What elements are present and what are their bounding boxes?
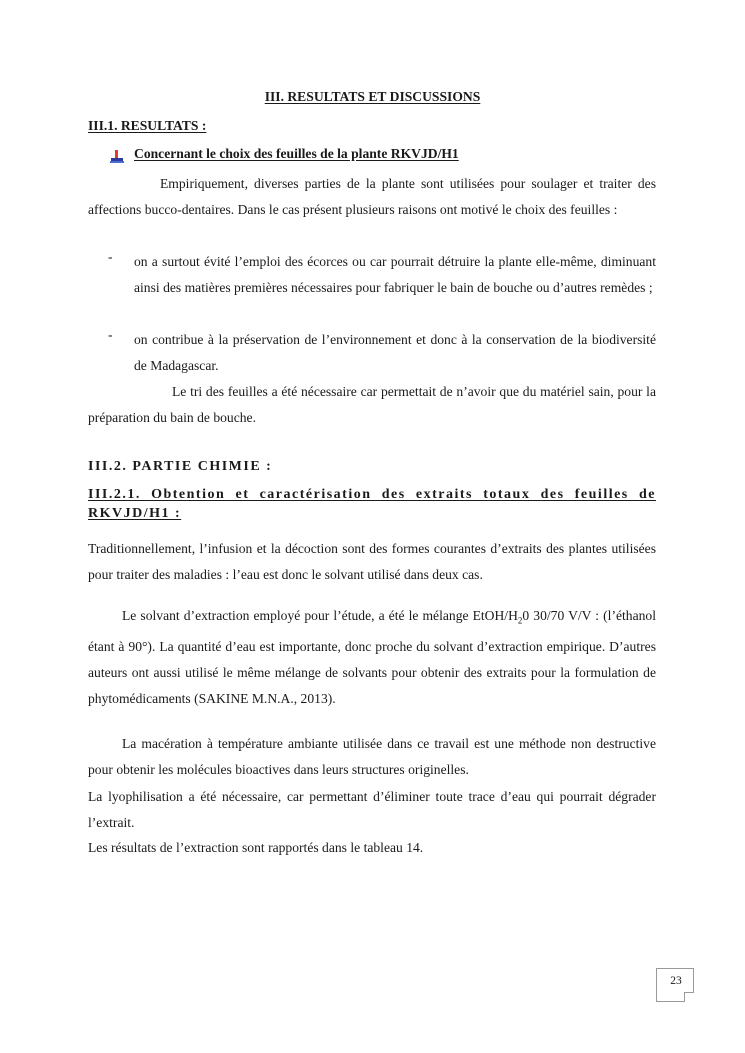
section-title-text: III. RESULTATS ET DISCUSSIONS — [264, 89, 481, 104]
page-number-box — [656, 968, 694, 1002]
chemistry-subheading: III.2.1. Obtention et caractérisation des extraits totaux des feuilles de RKVJD/H1 : — [88, 487, 656, 521]
leaf-choice-bullet-2: on contribue à la préservation de l’environnement et donc à la conservation de la biodiversité de Madagascar. — [134, 332, 656, 373]
leaf-choice-heading: Concernant le choix des feuilles de la plante RKVJD/H1 — [134, 146, 459, 161]
bullet-dash: - — [108, 327, 113, 342]
page-number: 23 — [670, 975, 682, 987]
chemistry-paragraph-3: La macération à température ambiante utilisée dans ce travail est une méthode non destructive pour obtenir les molécules bioactives dans leurs structures originelles. — [88, 736, 656, 777]
bullet-arrow-icon — [110, 149, 124, 163]
leaf-sorting-paragraph: Le tri des feuilles a été nécessaire car permettait de n’avoir que du matériel sain, pour la préparation du bain de bouche. — [88, 384, 656, 425]
bullet-dash: - — [108, 249, 113, 264]
chemistry-paragraph-4: La lyophilisation a été nécessaire, car permettant d’éliminer toute trace d’eau qui pourrait dégrader l’extrait. — [88, 789, 656, 830]
chemistry-paragraph-1: Traditionnellement, l’infusion et la décoction sont des formes courantes d’extraits des plantes utilisées pour traiter des maladies : l’eau est donc le solvant utilisé dans deux cas. — [88, 541, 656, 582]
chemistry-paragraph-5: Les résultats de l’extraction sont rapportés dans le tableau 14. — [88, 840, 424, 855]
section-title — [0, 89, 745, 105]
chemistry-heading: III.2. PARTIE CHIMIE : — [88, 459, 273, 474]
results-heading: III.1. RESULTATS : — [88, 118, 207, 133]
leaf-choice-bullet-1: on a surtout évité l’emploi des écorces ou car pourrait détruire la plante elle-même, diminuant ainsi des matières premières nécessaires pour fabriquer le bain de bouche ou d’autres remèdes ; — [134, 254, 656, 295]
chemistry-paragraph-2: Le solvant d’extraction employé pour l’étude, a été le mélange EtOH/$H_20$ 30/70 V/V : (l’éthanol étant à 90°). La quantité d’eau est importante, donc proche du solvant d’extraction empirique. D’autres auteurs ont aussi utilisé le même mélange de solvants pour obtenir des extraits pour la formulation de phytomédicaments (SAKINE M.N.A., 2013). — [88, 608, 656, 706]
leaf-choice-intro: Empiriquement, diverses parties de la plante sont utilisées pour soulager et traiter des affections bucco-dentaires. Dans le cas présent plusieurs raisons ont motivé le choix des feuilles : — [88, 176, 656, 217]
